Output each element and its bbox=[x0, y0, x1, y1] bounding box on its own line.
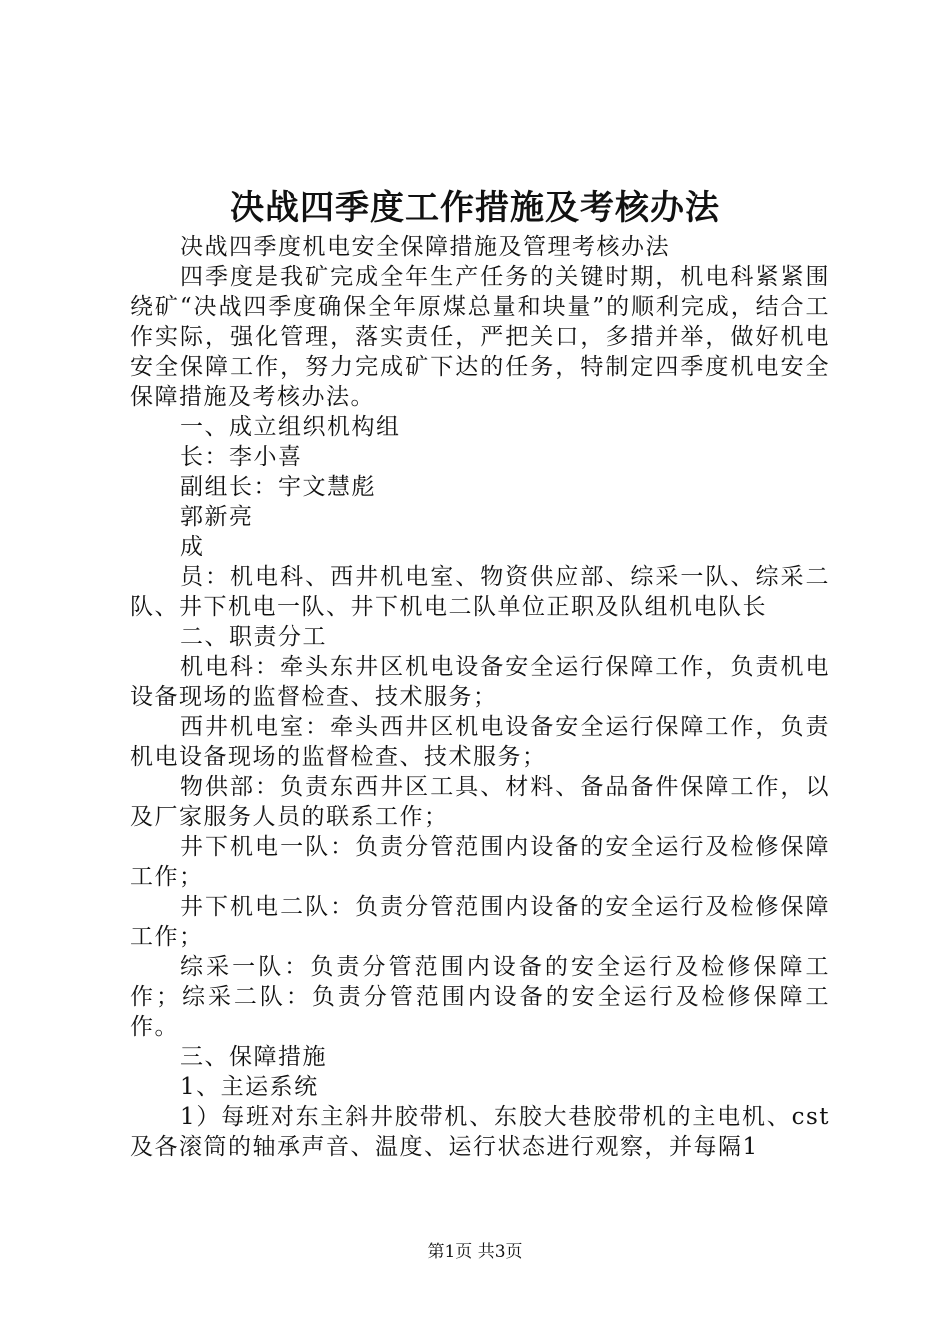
paragraph-duty-mechanical-dept: 机电科：牵头东井区机电设备安全运行保障工作，负责机电设备现场的监督检查、技术服务； bbox=[130, 654, 830, 710]
paragraph-intro: 四季度是我矿完成全年生产任务的关键时期，机电科紧紧围绕矿“决战四季度确保全年原煤总量和块量”的顺利完成，结合工作实际，强化管理，落实责任，严把关口，多措并举，做好机电安全保障工作，努力完成矿下达的任务，特制定四季度机电安全保障措施及考核办法。 bbox=[130, 264, 830, 410]
paragraph-member-label: 成 bbox=[180, 534, 205, 560]
paragraph-deputy-leader-2: 郭新亮 bbox=[180, 504, 254, 530]
document-body bbox=[130, 232, 830, 1162]
paragraph-deputy-leader: 副组长：宇文慧彪 bbox=[180, 474, 376, 500]
document-title: 决战四季度工作措施及考核办法 bbox=[230, 188, 720, 228]
paragraph-duty-team-2: 井下机电二队：负责分管范围内设备的安全运行及检修保障工作； bbox=[130, 894, 830, 950]
subsection-heading-main-transport: 1、主运系统 bbox=[180, 1074, 319, 1100]
paragraph-subtitle: 决战四季度机电安全保障措施及管理考核办法 bbox=[180, 234, 670, 260]
paragraph-duty-mining-teams: 综采一队：负责分管范围内设备的安全运行及检修保障工作；综采二队：负责分管范围内设备的安全运行及检修保障工作。 bbox=[130, 954, 830, 1040]
paragraph-duty-west-room: 西井机电室：牵头西井区机电设备安全运行保障工作，负责机电设备现场的监督检查、技术服务； bbox=[130, 714, 830, 770]
section-heading-duties: 二、职责分工 bbox=[180, 624, 327, 650]
paragraph-duty-team-1: 井下机电一队：负责分管范围内设备的安全运行及检修保障工作； bbox=[130, 834, 830, 890]
paragraph-group-leader: 长：李小喜 bbox=[180, 444, 303, 470]
paragraph-duty-supply-dept: 物供部：负责东西井区工具、材料、备品备件保障工作，以及厂家服务人员的联系工作； bbox=[130, 774, 830, 830]
page-footer: 第1页 共3页 bbox=[427, 1242, 523, 1262]
section-heading-measures: 三、保障措施 bbox=[180, 1044, 327, 1070]
paragraph-measure-1: 1）每班对东主斜井胶带机、东胶大巷胶带机的主电机、cst及各滚筒的轴承声音、温度、运行状态进行观察，并每隔1 bbox=[130, 1104, 830, 1160]
paragraph-members: 员：机电科、西井机电室、物资供应部、综采一队、综采二队、井下机电一队、井下机电二队单位正职及队组机电队长 bbox=[130, 564, 830, 620]
section-heading-organization: 一、成立组织机构组 bbox=[180, 414, 401, 440]
